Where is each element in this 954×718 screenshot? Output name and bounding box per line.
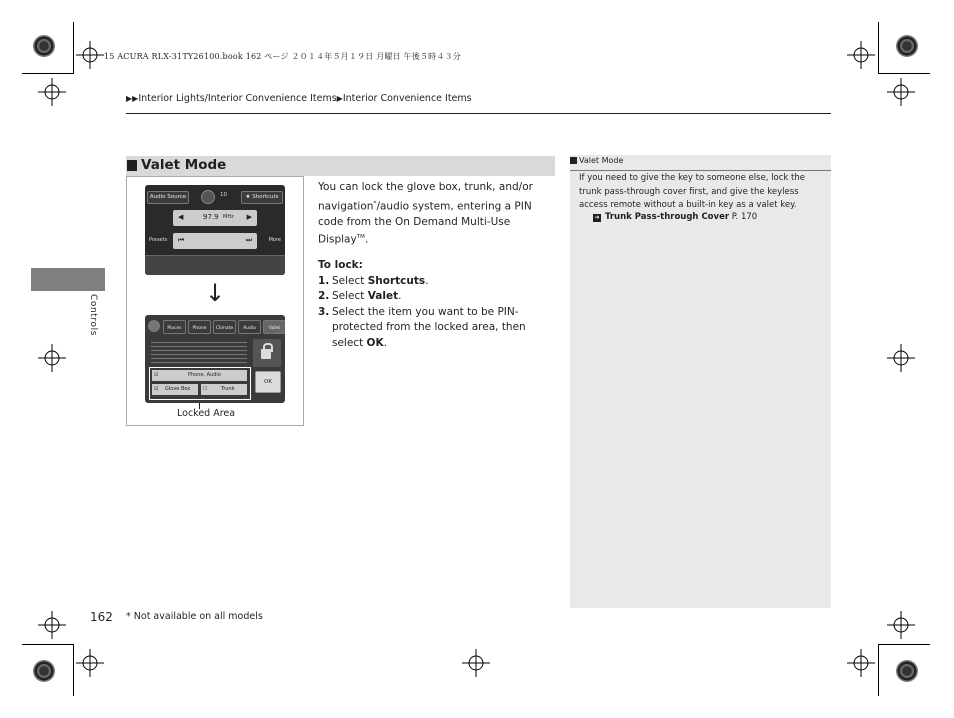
breadcrumb-part1: Interior Lights/Interior Convenience Items [138, 93, 337, 104]
intro-paragraph [318, 180, 558, 248]
note-marker-icon [570, 157, 577, 164]
intro-part2: /audio system, entering a PIN code from the On Demand Multi-Use Display [318, 200, 532, 246]
figure-caption: Locked Area [177, 408, 236, 419]
tab-climate: Climate [213, 320, 236, 334]
tab-valet: Valet [263, 320, 285, 334]
tab-places: Places [163, 320, 186, 334]
step-end: . [383, 336, 387, 349]
checkbox-checked-icon: ☑ [154, 372, 159, 378]
intro-end: . [364, 233, 369, 246]
breadcrumb-separator: ▶ [336, 94, 343, 103]
section-heading [126, 156, 555, 176]
intro-tm: TM [356, 234, 365, 240]
reference-title: Trunk Pass-through Cover [605, 212, 730, 222]
step-number: 3. [318, 305, 330, 318]
steps [318, 258, 558, 351]
intro-part1: You can lock the glove box, trunk, and/or navigation [318, 181, 533, 212]
step-number: 2. [318, 290, 330, 302]
note-reference[interactable] [593, 212, 757, 222]
seek-bar [173, 233, 257, 249]
valet-screen [145, 315, 285, 403]
lock-icon [253, 339, 281, 367]
tab-audio: Audio [238, 320, 261, 334]
chapter-tab-label: Controls [88, 294, 98, 337]
note-heading [570, 156, 623, 165]
audio-source-button: Audio Source [147, 191, 189, 204]
print-header: 15 ACURA RLX-31TY26100.book 162 ページ ２０１４年５月１９日 月曜日 午後５時４３分 [104, 52, 461, 61]
breadcrumb-marker: ▶▶ [126, 94, 139, 103]
step-bold: Valet [367, 290, 399, 302]
presets-label: Presets [149, 237, 168, 243]
reference-arrow-icon: ➔ [594, 214, 600, 221]
note-heading-text: Valet Mode [579, 156, 624, 165]
climate-strip [145, 255, 285, 275]
section-square-icon [127, 160, 137, 171]
checkbox-empty-icon: ☐ [203, 386, 208, 392]
step-text: Select the item you want to be PIN-protected from the locked area, then select [332, 305, 526, 349]
down-arrow: ↓ [205, 279, 226, 307]
step-bold: Shortcuts [367, 274, 426, 287]
locked-area [149, 367, 251, 400]
checkbox-checked-icon: ☑ [154, 386, 159, 392]
glove-box-label: Glove Box [165, 386, 191, 392]
step-3 [318, 305, 558, 352]
tab-phone: Phone [188, 320, 211, 334]
step-1 [318, 274, 558, 290]
step-number: 1. [318, 274, 330, 287]
header-rule [126, 113, 831, 114]
tune-right-icon: ▶ [246, 213, 252, 221]
lock-row-glove-box [152, 384, 198, 395]
reference-page: P. 170 [729, 212, 758, 222]
lock-row-trunk [201, 384, 247, 395]
instruction-text-lines [151, 339, 247, 363]
seek-back-icon: ⏮ [178, 236, 185, 244]
home-icon [148, 320, 160, 332]
footnote: * Not available on all models [126, 611, 263, 622]
corner-rosette [33, 35, 55, 57]
seek-forward-icon: ⏭ [245, 236, 252, 244]
note-panel [570, 155, 831, 608]
step-2 [318, 289, 558, 305]
lock-row-label: Phone, Audio [188, 372, 221, 378]
note-rule [570, 170, 831, 171]
chapter-tab [31, 268, 105, 291]
ok-button: OK [255, 371, 281, 393]
step-end: . [398, 290, 402, 302]
to-lock-heading: To lock: [318, 259, 363, 271]
tuner-bar [173, 210, 257, 226]
frequency-unit: MHz [223, 214, 234, 220]
note-text: If you need to give the key to someone else, lock the trunk pass-through cover first, and give the keyless access remote without a built-in key as a valet key. [579, 173, 806, 210]
lock-row-phone-audio [152, 370, 247, 381]
step-bold: OK [366, 336, 384, 349]
main-body [318, 180, 558, 351]
step-text: Select [332, 274, 368, 287]
mic-icon [201, 190, 215, 204]
channel-number: 10 [220, 192, 227, 198]
page-number: 162 [90, 610, 113, 624]
frequency: 97.9 [203, 213, 219, 221]
audio-screen [145, 185, 285, 275]
star-icon: ★ [245, 194, 253, 200]
corner-rosette [896, 660, 918, 682]
step-end: . [425, 274, 429, 287]
screen-tabs [163, 320, 285, 334]
section-title: Valet Mode [141, 157, 227, 173]
shortcuts-label: Shortcuts [252, 194, 279, 200]
figure [126, 176, 304, 426]
intro-star: * [373, 199, 377, 207]
tune-left-icon: ◀ [178, 213, 184, 221]
corner-rosette [33, 660, 55, 682]
corner-rosette [896, 35, 918, 57]
breadcrumb-part2: Interior Convenience Items [342, 93, 472, 104]
more-label: More [268, 237, 281, 243]
step-text: Select [332, 290, 368, 302]
trunk-label: Trunk [221, 386, 235, 392]
shortcuts-button [241, 191, 283, 204]
breadcrumb [126, 93, 472, 104]
